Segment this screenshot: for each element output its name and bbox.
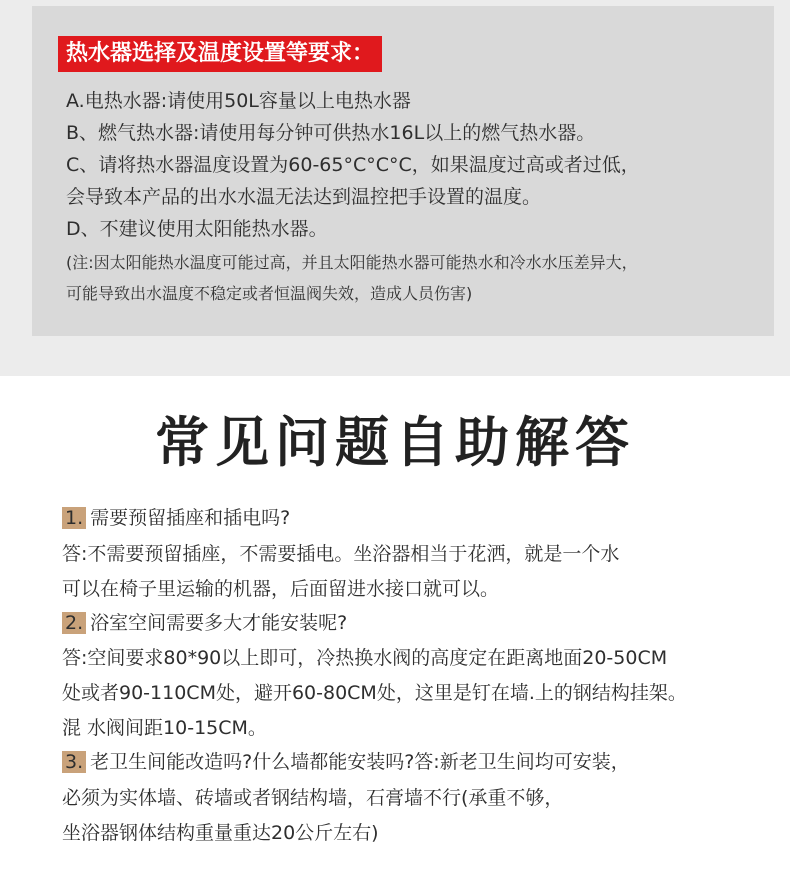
faq-answer-line: 答:空间要求80*90以上即可，冷热换水阀的高度定在距离地面20-50CM [62, 647, 668, 669]
faq-answer-line: 答:不需要预留插座，不需要插电。坐浴器相当于花洒，就是一个水 [62, 543, 620, 565]
faq-answer-line: 混 水阀间距10-15CM。 [62, 717, 267, 739]
faq-question-text: 老卫生间能改造吗?什么墙都能安装吗?答:新老卫生间均可安装， [90, 751, 630, 773]
requirements-title: 热水器选择及温度设置等要求： [58, 36, 382, 72]
requirement-a: A.电热水器:请使用50L容量以上电热水器 [66, 90, 411, 112]
faq-answer-line: 坐浴器钢体结构重量重达20公斤左右) [62, 822, 379, 844]
requirement-c: C、请将热水器温度设置为60-65°C°C°C，如果温度过高或者过低， [66, 154, 640, 176]
faq-question-1 [62, 503, 290, 530]
faq-question-text: 浴室空间需要多大才能安装呢? [90, 612, 348, 634]
requirement-d: D、不建议使用太阳能热水器。 [66, 218, 328, 240]
faq-answer-line: 必须为实体墙、砖墙或者钢结构墙，石膏墙不行(承重不够， [62, 787, 564, 809]
requirement-b: B、燃气热水器:请使用每分钟可供热水16L以上的燃气热水器。 [66, 122, 596, 144]
faq-question-2 [62, 608, 347, 635]
requirement-note-cont: 可能导致出水温度不稳定或者恒温阀失效，造成人员伤害) [66, 284, 473, 303]
requirement-c-cont: 会导致本产品的出水水温无法达到温控把手设置的温度。 [66, 186, 542, 208]
faq-heading: 常见问题自助解答 [155, 411, 635, 474]
faq-answer-line: 处或者90-110CM处，避开60-80CM处，这里是钉在墙.上的钢结构挂架。 [62, 682, 687, 704]
faq-number-badge: 3. [62, 751, 86, 773]
requirement-note: (注:因太阳能热水温度可能过高，并且太阳能热水器可能热水和冷水水压差异大， [66, 253, 638, 272]
faq-question-3 [62, 747, 630, 774]
faq-number-badge: 1. [62, 507, 86, 529]
faq-answer-line: 可以在椅子里运输的机器，后面留进水接口就可以。 [62, 578, 500, 600]
faq-number-badge: 2. [62, 612, 86, 634]
faq-question-text: 需要预留插座和插电吗? [90, 507, 291, 529]
